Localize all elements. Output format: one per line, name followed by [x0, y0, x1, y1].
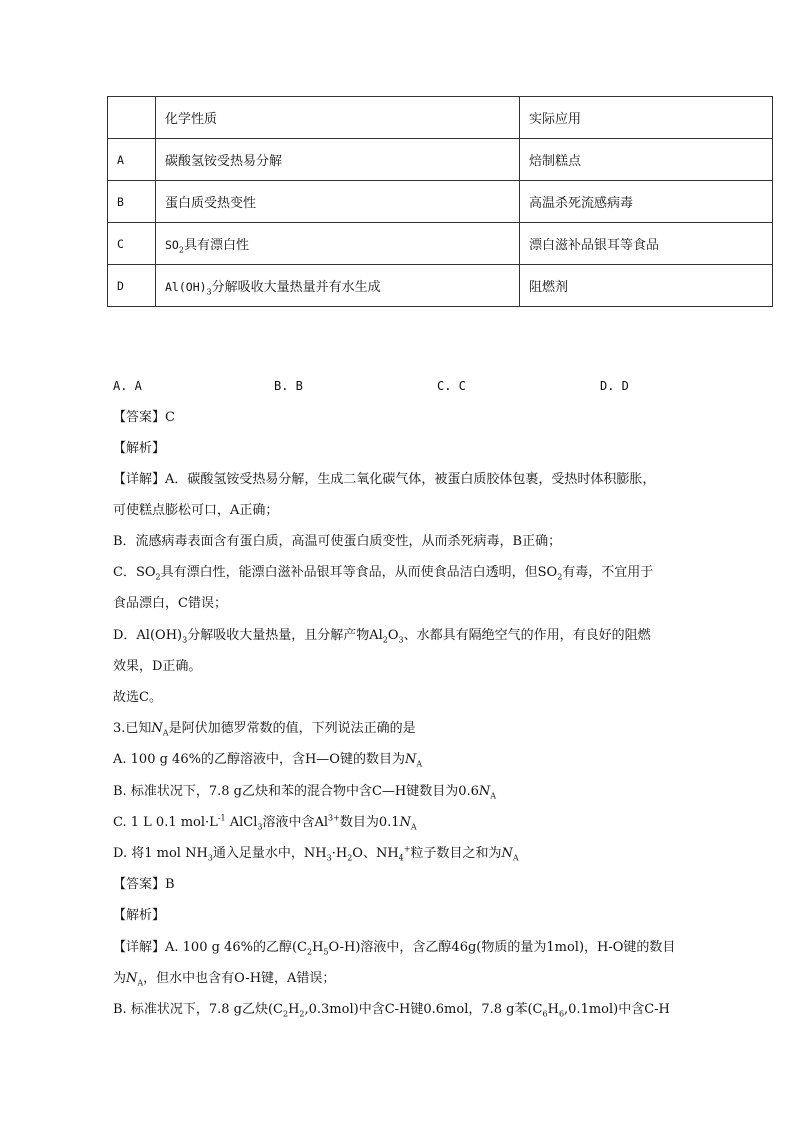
- row-property: 碳酸氢铵受热易分解: [156, 139, 520, 181]
- option-d: D. D: [600, 379, 629, 393]
- q3-option-a: A. 100 g 46%的乙醇溶液中，含H—O键的数目为$N_A$: [113, 752, 423, 769]
- option-b: B. B: [274, 379, 303, 393]
- q3-option-d: D. 将1 mol $NH_3$通入足量水中，$NH_3\cdot H_2O$、$NH_4^+$粒子数目之和为$N_A$: [113, 844, 519, 863]
- q3-stem: 3.已知$N_A$是阿伏加德罗常数的值，下列说法正确的是: [113, 721, 416, 738]
- row-property: 蛋白质受热变性: [156, 181, 520, 223]
- q3-option-c: C. 1 L 0.1 $mol\cdot L^{-1}$ AlCl$_3$溶液中含$Al^{3+}$数目为$0.1N_A$: [113, 813, 417, 832]
- table-row: [108, 139, 773, 181]
- q3-answer: 【答案】B: [113, 877, 175, 892]
- table-header-blank: [108, 97, 156, 139]
- q2-detail-line: 食品漂白，C错误；: [113, 596, 227, 611]
- table-row: [108, 181, 773, 223]
- q3-analysis-title: 【解析】: [113, 908, 166, 923]
- option-a: A. A: [113, 379, 142, 393]
- table-row: [108, 223, 773, 265]
- row-property: $SO_2$具有漂白性: [156, 223, 520, 265]
- row-property: $Al(OH)_3$分解吸收大量热量并有水生成: [156, 265, 520, 307]
- row-application: 焙制糕点: [520, 139, 773, 181]
- q2-analysis-title: 【解析】: [113, 441, 166, 456]
- row-label: D: [108, 265, 156, 307]
- q2-detail-line: 【详解】A．碳酸氢铵受热易分解，生成二氧化碳气体，被蛋白质胶体包裹，受热时体积膨胀，: [113, 472, 656, 487]
- row-label: C: [108, 223, 156, 265]
- table-header-property: 化学性质: [156, 97, 520, 139]
- q2-detail-line: 可使糕点膨松可口，A正确；: [113, 503, 279, 518]
- row-application: 漂白滋补品银耳等食品: [520, 223, 773, 265]
- q2-detail-line: B．流感病毒表面含有蛋白质，高温可使蛋白质变性，从而杀死病毒，B正确；: [113, 534, 562, 549]
- row-application: 阻燃剂: [520, 265, 773, 307]
- q2-answer: 【答案】C: [113, 410, 175, 425]
- row-application: 高温杀死流感病毒: [520, 181, 773, 223]
- property-table: [107, 96, 773, 307]
- q3-detail-line: B. 标准状况下，7.8 g乙炔$(C_2H_2,0.3mol)$中含C-H键0.6mol，7.8 g苯$(C_6H_6,0.1mol)$中含C-H: [113, 1002, 670, 1019]
- row-label: A: [108, 139, 156, 181]
- q2-detail-line: D．$Al(OH)_3$分解吸收大量热量，且分解产物$Al_2O_3$、水都具有隔绝空气的作用，有良好的阻燃: [113, 628, 651, 645]
- option-c: C. C: [437, 379, 466, 393]
- q2-detail-line: C．$SO_2$具有漂白性，能漂白滋补品银耳等食品，从而使食品洁白透明，但$SO_2$有毒，不宜用于: [113, 565, 654, 582]
- table-header-row: [108, 97, 773, 139]
- q3-detail-line: 【详解】A. 100 g 46%的乙醇$(C_2H_5O-H)$溶液中，含乙醇46g(物质的量为1mol)，H-O键的数目: [113, 940, 676, 957]
- q2-detail-line: 效果，D正确。: [113, 659, 202, 674]
- q3-detail-line: 为$N_A$，但水中也含有O-H键，A错误；: [113, 971, 336, 988]
- q2-conclusion: 故选C。: [113, 690, 162, 705]
- q3-option-b: B. 标准状况下，7.8 g乙炔和苯的混合物中含C—H键数目为$0.6N_A$: [113, 784, 497, 801]
- table-row: [108, 265, 773, 307]
- row-label: B: [108, 181, 156, 223]
- table-header-application: 实际应用: [520, 97, 773, 139]
